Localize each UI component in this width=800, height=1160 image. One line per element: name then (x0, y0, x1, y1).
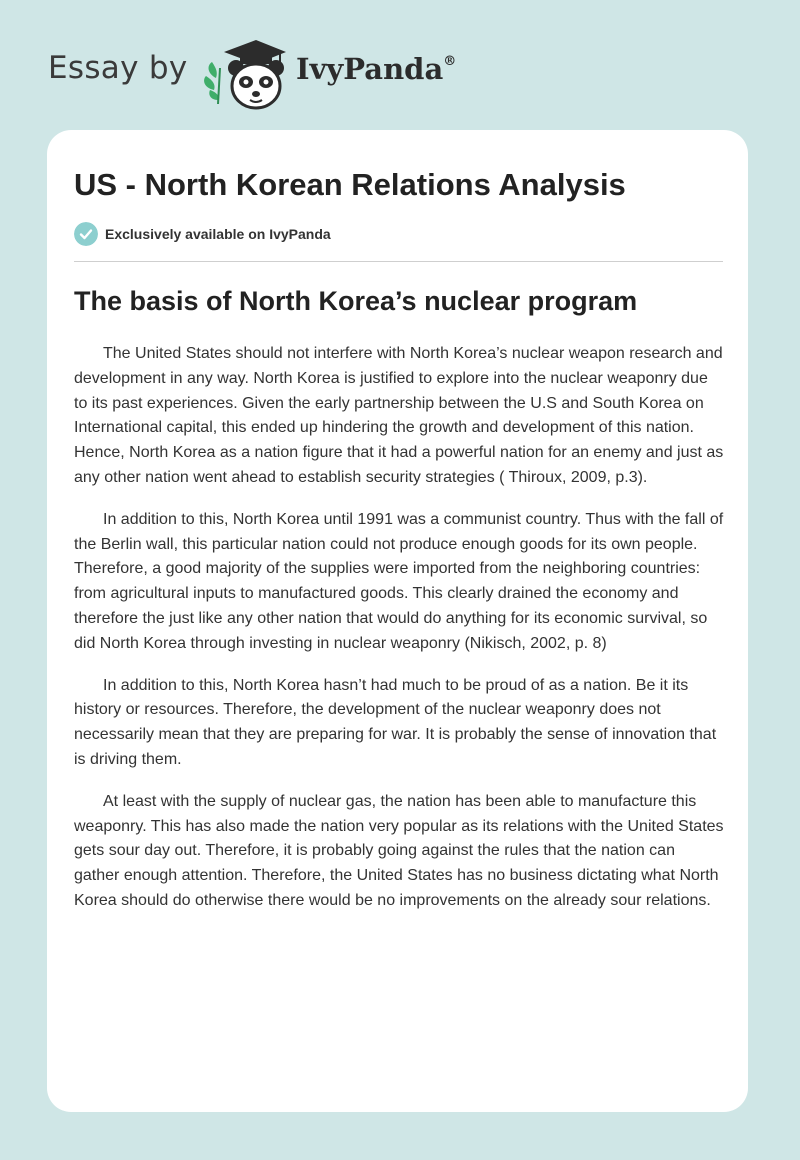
essay-card (47, 130, 748, 1112)
checkmark-icon (74, 222, 98, 246)
section-heading: The basis of North Korea’s nuclear program (74, 286, 638, 316)
paragraph: The United States should not interfere with North Korea’s nuclear weapon research and development in any way. North Korea is justified to explore into the nuclear weaponry due to its past experiences. Given the early partnership between the U.S and South Korea on International capital, this ended up hindering the growth and development of this nation. Hence, North Korea as a nation figure that it had a powerful nation for an enemy and just as any other nation went ahead to establish security strategies ( Thiroux, 2009, p.3). (74, 345, 724, 486)
paragraph: In addition to this, North Korea until 1991 was a communist country. Thus with the fall of the Berlin wall, this particular nation could not produce enough goods for its own people. Therefore, a good majority of the supplies were imported from the neighboring countries: from agricultural inputs to manufactured goods. This clearly drained the economy and therefore the just like any other nation that would do anything for its economic survival, so did North Korea through investing in nuclear weaponry (Nikisch, 2002, p. 8) (74, 510, 724, 652)
article-body (74, 342, 724, 931)
brand-name-text: IvyPanda (296, 52, 444, 86)
panda-graduate-logo-icon[interactable] (200, 34, 286, 112)
exclusive-badge-label: Exclusively available on IvyPanda (105, 226, 331, 242)
essay-by-label: Essay by (48, 50, 188, 86)
paragraph: In addition to this, North Korea hasn’t had much to be proud of as a nation. Be it its history or resources. Therefore, the development of the nuclear weaponry does not necessarily mean that they are preparing for war. It is probably the sense of innovation that is driving them. (74, 676, 717, 768)
page-title: US - North Korean Relations Analysis (74, 167, 626, 202)
site-header (48, 30, 748, 110)
registered-mark: ® (443, 54, 457, 70)
paragraph: At least with the supply of nuclear gas, the nation has been able to manufacture this weaponry. This has also made the nation very popular as its relations with the United States gets sour day out. Therefore, it is probably going against the rules that the nation can gather enough attention. Therefore, the United States has no business dictating what North Korea should do otherwise there would be no improvements on the already sour relations. (74, 792, 724, 909)
divider (74, 261, 723, 262)
brand-name[interactable] (296, 52, 456, 86)
